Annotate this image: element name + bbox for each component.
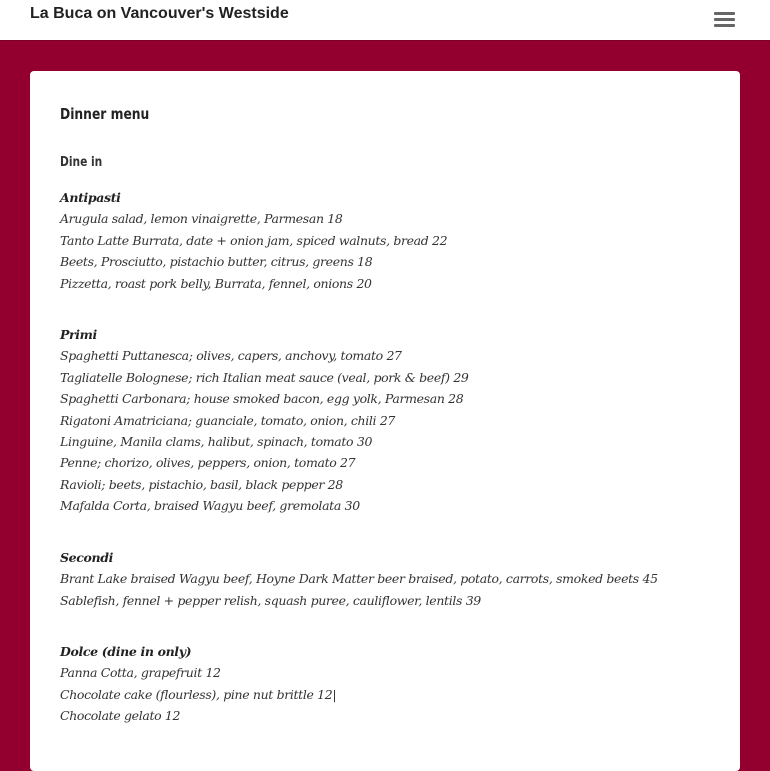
menu-section-title: Dolce (dine in only)	[60, 643, 192, 659]
site-title-link[interactable]: La Buca on Vancouver's Westside	[30, 5, 289, 22]
menu-section	[60, 547, 720, 611]
site-header	[0, 0, 770, 41]
menu-item: Panna Cotta, grapefruit 12	[60, 665, 221, 681]
page-title: Dinner menu	[60, 105, 150, 123]
menu-item: Chocolate gelato 12	[60, 708, 181, 724]
menu-section	[60, 324, 720, 517]
menu-item: Arugula salad, lemon vinaigrette, Parmesan 18	[60, 211, 343, 227]
menu-item: Sablefish, fennel + pepper relish, squash puree, cauliflower, lentils 39	[60, 592, 481, 608]
menu-section-title: Antipasti	[60, 190, 121, 205]
menu-item: Penne; chorizo, olives, peppers, onion, tomato 27	[60, 455, 356, 471]
menu-item: Tagliatelle Bolognese; rich Italian meat sauce (veal, pork & beef) 29	[60, 369, 469, 385]
menu-item: Ravioli; beets, pistachio, basil, black pepper 28	[60, 476, 343, 492]
content-card	[30, 71, 740, 771]
menu-item: Beets, Prosciutto, pistachio butter, citrus, greens 18	[60, 254, 373, 270]
menu-item: Spaghetti Carbonara; house smoked bacon, egg yolk, Parmesan 28	[60, 391, 464, 407]
menu-item: Brant Lake braised Wagyu beef, Hoyne Dark Matter beer braised, potato, carrots, smoked beets 45	[60, 571, 658, 587]
menu-section	[60, 187, 720, 294]
menu-bar	[714, 12, 735, 15]
menu-section-title: Secondi	[60, 549, 114, 565]
menu-item: Pizzetta, roast pork belly, Burrata, fennel, onions 20	[60, 275, 372, 291]
menu-item: Rigatoni Amatriciana; guanciale, tomato, onion, chili 27	[60, 412, 396, 428]
menu-item: Mafalda Corta, braised Wagyu beef, gremolata 30	[60, 498, 360, 514]
menu-item: Tanto Latte Burrata, date + onion jam, spiced walnuts, bread 22	[60, 232, 448, 248]
menu-item: Linguine, Manila clams, halibut, spinach, tomato 30	[60, 434, 373, 450]
menu-section	[60, 641, 720, 727]
hamburger-menu-icon[interactable]	[714, 12, 736, 30]
menu-list	[60, 187, 720, 757]
dine-in-heading: Dine in	[60, 155, 103, 170]
menu-section-title: Primi	[60, 327, 97, 343]
menu-item: Chocolate cake (flourless), pine nut brittle 12|	[60, 686, 337, 702]
menu-item: Spaghetti Puttanesca; olives, capers, anchovy, tomato 27	[60, 348, 402, 364]
menu-bar	[714, 24, 735, 27]
menu-bar	[714, 18, 735, 21]
